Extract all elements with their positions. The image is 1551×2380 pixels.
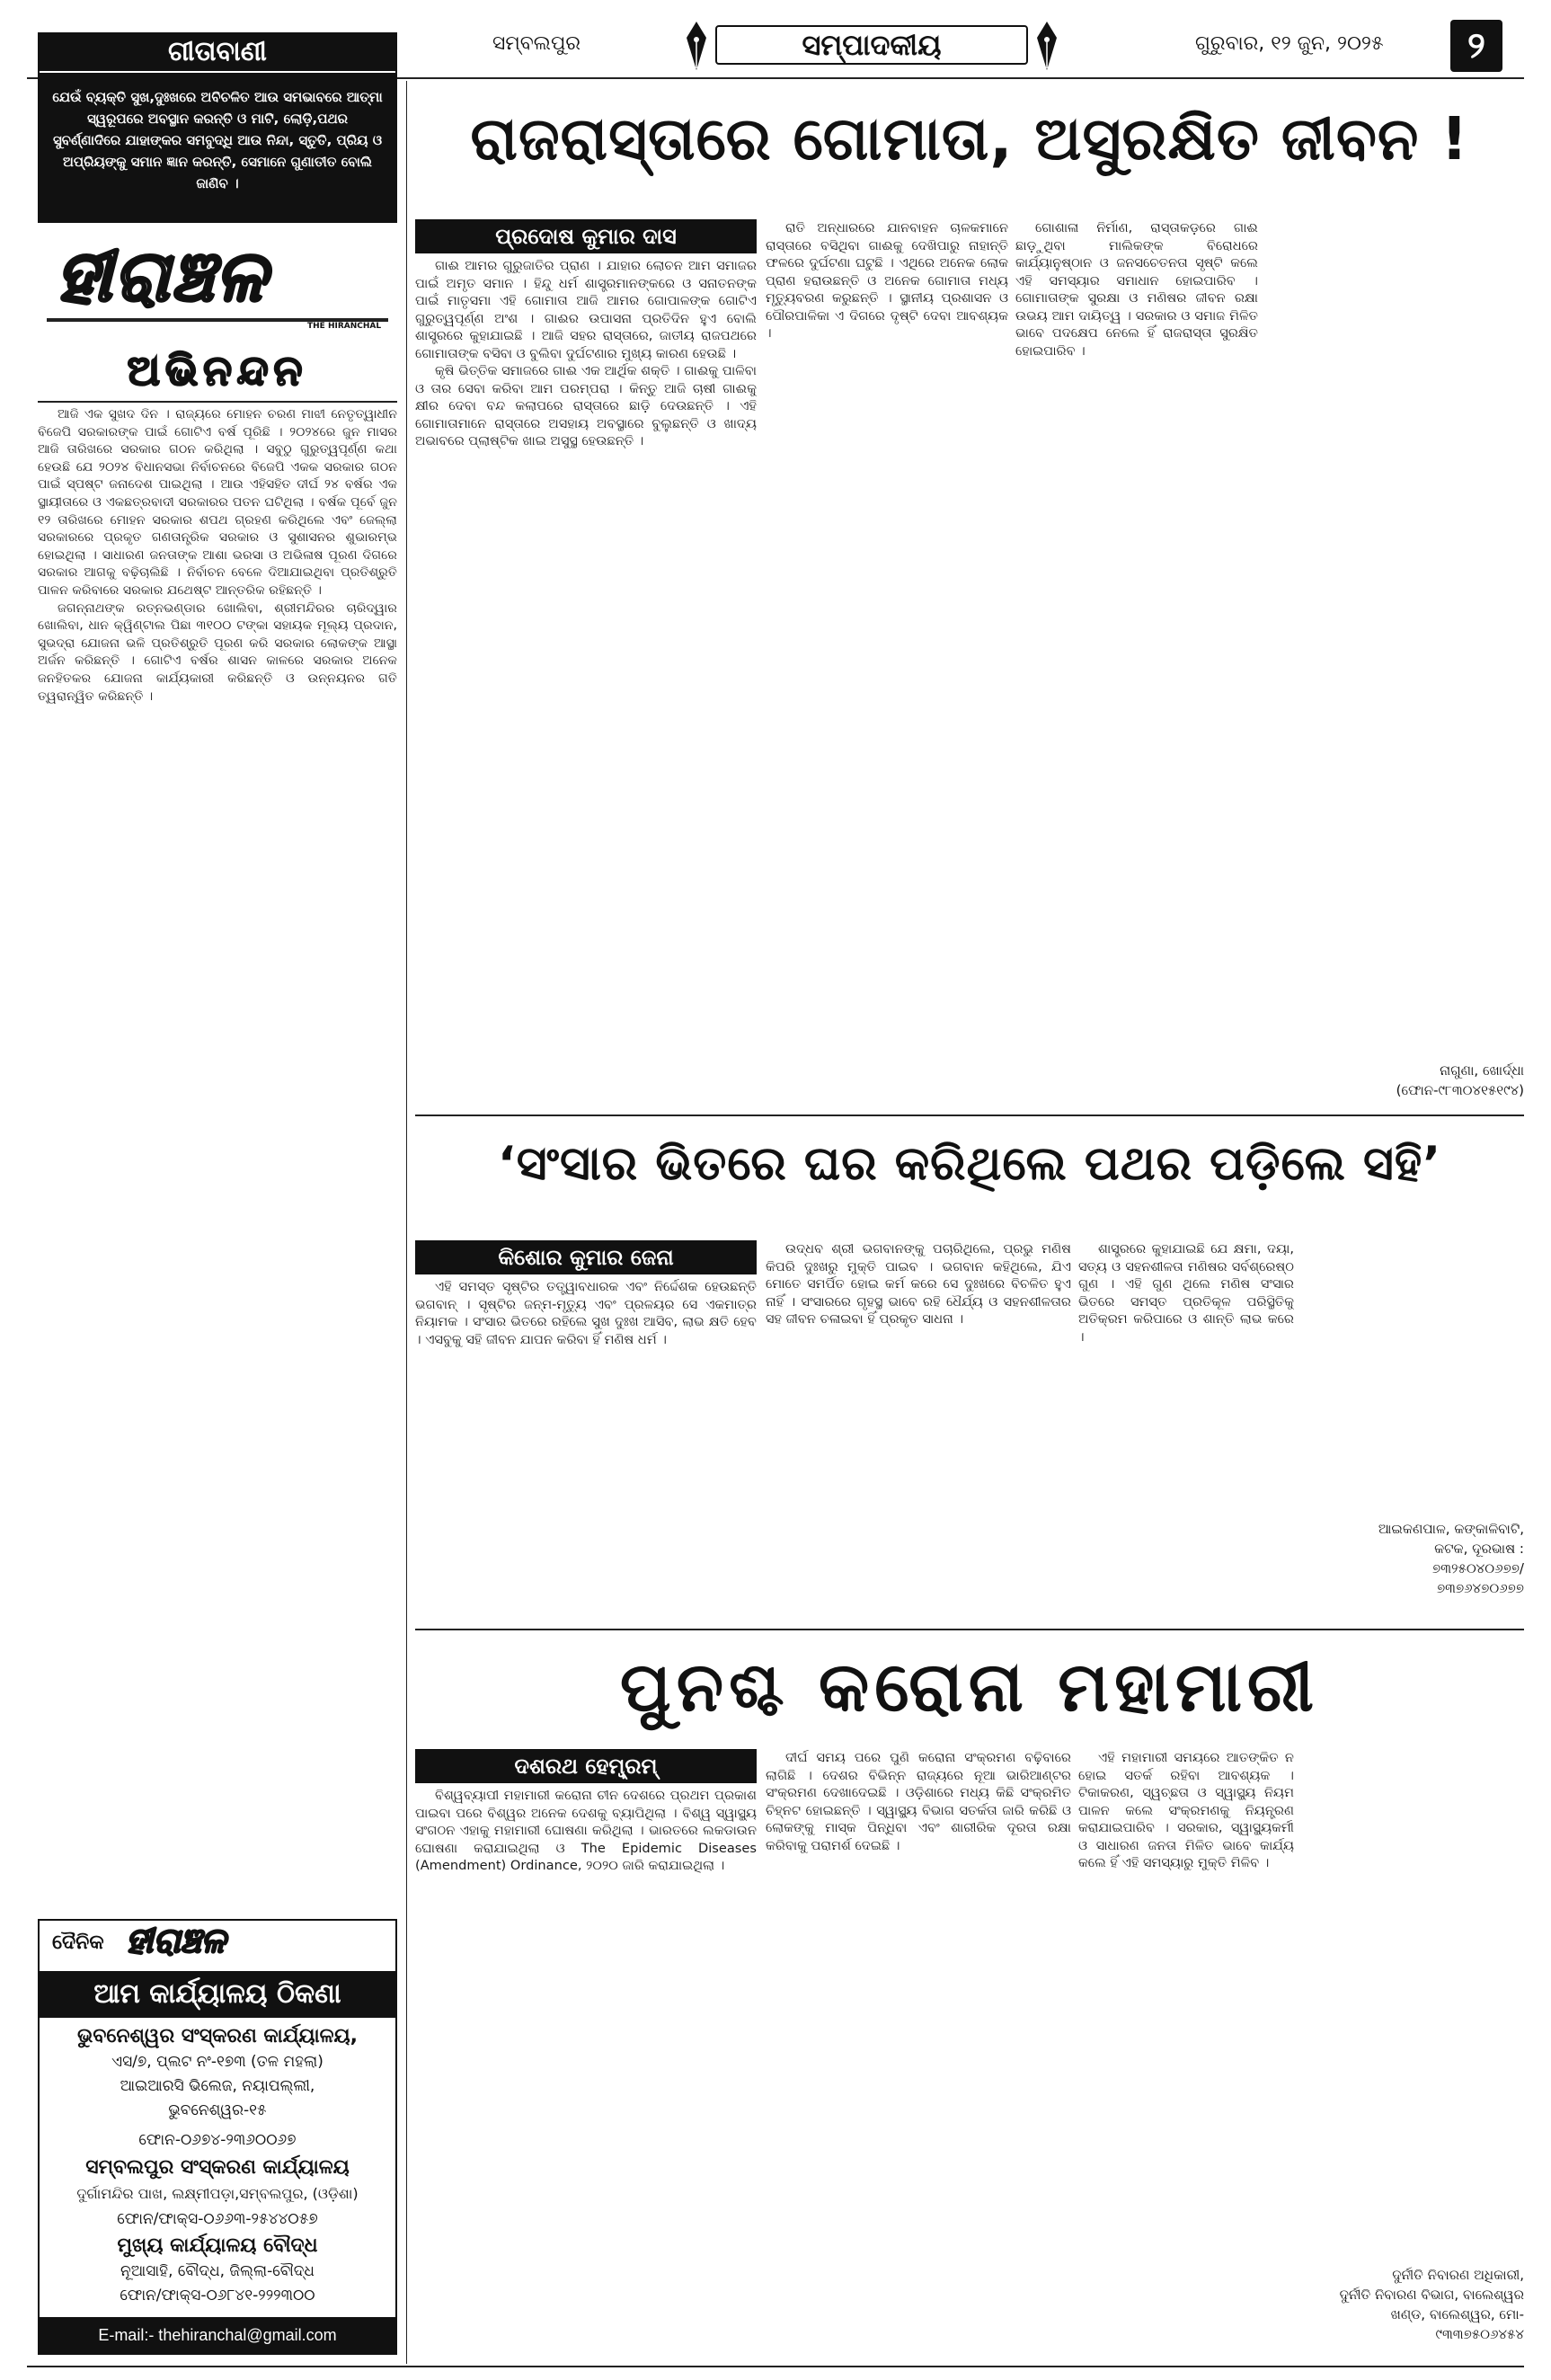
article2-byline: କିଶୋର କୁମାର ଜେନା xyxy=(415,1240,757,1274)
gitabani-text: ଯେଉଁ ବ୍ୟକ୍ତି ସୁଖ,ଦୁଃଖରେ ଅବିଚଳିତ ଆଉ ସମଭାବରେ ଆତ୍ମା ସ୍ୱରୂପରେ ଅବସ୍ଥାନ କରନ୍ତି ଓ ମାଟି, ଲୋଡ଼ି,ପଥର ସୁବର୍ଣ୍ଣାଦିରେ ଯାହାଙ୍କର ସମବୁଦ୍ଧି ଆଉ ନିନ୍ଦା, ସ୍ତୁତି, ପ୍ରିୟ ଓ ଅପ୍ରିୟଙ୍କୁ ସମାନ ଜ୍ଞାନ କରନ୍ତି, ସେମାନେ ଗୁଣାତୀତ ବୋଲି ଜାଣିବ । xyxy=(52,89,383,191)
office-bbsr-title: ଭୁବନେଶ୍ୱର ସଂସ୍କରଣ କାର୍ଯ୍ୟାଳୟ, xyxy=(77,2025,358,2047)
office-bbsr-addr3: ଭୁବନେଶ୍ୱର-୧୫ xyxy=(168,2101,267,2119)
article1-paragraph-1: ଗାଈ ଆମର ଗୁରୁଜାତିର ପ୍ରାଣ । ଯାହାର ଲୋଚନ ଆମ ସମାଜର ପାଇଁ ଅମୃତ ସମାନ । ହିନ୍ଦୁ ଧର୍ମ ଶାସ୍ତ୍ରମାନଙ୍କରେ ଓ ସନାତନଙ୍କ ପାଇଁ ମାତୃସମା ଏହି ଗୋମାତା ଆଜି ଆମର ଗୋପାଳଙ୍କ ଗୋଟିଏ ଗୁରୁତ୍ୱପୂର୍ଣ୍ଣ ଅଂଶ । ଗାଈର ଉପାସନା ପ୍ରତିଦିନ ହୁଏ ବୋଲି ଶାସ୍ତ୍ରରେ କୁହାଯାଇଛି । ଆଜି ସହର ରାସ୍ତାରେ, ଜାତୀୟ ରାଜପଥରେ ଗୋମାତାଙ୍କ ବସିବା ଓ ବୁଲିବା ଦୁର୍ଘଟଣାର ମୁଖ୍ୟ କାରଣ ହେଉଛି । xyxy=(415,258,757,361)
section-banner xyxy=(683,20,1060,72)
article1-column-2 xyxy=(766,219,1008,1106)
office-boudh-addr: ନୂଆସାହି, ବୌଦ୍ଧ, ଜିଲ୍ଲା-ବୌଦ୍ଧ xyxy=(120,2262,315,2280)
office-address-box xyxy=(38,1919,397,2355)
article3-signature-phone: ୯୩୩୭୫୦୬୪୫୪ xyxy=(1435,2326,1524,2342)
gitabani-box xyxy=(38,32,397,223)
header-date: ଗୁରୁବାର, ୧୨ ଜୁନ, ୨୦୨୫ xyxy=(1195,32,1384,55)
article1-paragraph-3: ରାତି ଅନ୍ଧାରରେ ଯାନବାହନ ଚାଳକମାନେ ରାସ୍ତାରେ ବସିଥିବା ଗାଈକୁ ଦେଖିପାରୁ ନାହାନ୍ତି ଫଳରେ ଦୁର୍ଘଟଣା ଘଟୁଛି । ଏଥିରେ ଅନେକ ଲୋକ ପ୍ରାଣ ହରାଉଛନ୍ତି ଓ ଅନେକ ଗୋମାତା ମଧ୍ୟ ମୃତ୍ୟୁବରଣ କରୁଛନ୍ତି । ସ୍ଥାନୀୟ ପ୍ରଶାସନ ଓ ପୌରପାଳିକା ଏ ଦିଗରେ ଦୃଷ୍ଟି ଦେବା ଆବଶ୍ୟକ । xyxy=(766,220,1008,342)
article2-signature-addr2: କଟକ, ଦୂରଭାଷ : xyxy=(1434,1541,1524,1557)
article2-signature-addr1: ଆଇକଣପାଳ, କଙ୍କାଳିବାଟି, xyxy=(1378,1521,1524,1537)
header-location: ସମ୍ବଲପୁର xyxy=(492,32,581,55)
masthead-logo-text: ହୀରାଞ୍ଚଳ xyxy=(56,236,268,317)
article1-signature-phone: (ଫୋନ-୯୮୩୦୪୧୫୧୯୪) xyxy=(1396,1082,1524,1098)
office-sbp-addr: ଦୁର୍ଗାମନ୍ଦିର ପାଖ, ଲକ୍ଷ୍ମୀପଡ଼ା,ସମ୍ବଲପୁର, (ଓଡ଼ିଶା) xyxy=(76,2185,359,2202)
article2-paragraph-1: ଏହି ସମସ୍ତ ସୃଷ୍ଟିର ତତ୍ତ୍ୱାବଧାରକ ଏବଂ ନିର୍ଦ୍ଦେଶକ ହେଉଛନ୍ତି ଭଗବାନ୍ । ସୃଷ୍ଟିର ଜନ୍ମ-ମୃତ୍ୟୁ ଏବଂ ପ୍ରଳୟର ସେ ଏକମାତ୍ର ନିୟାମକ । ସଂସାର ଭିତରେ ରହିଲେ ସୁଖ ଦୁଃଖ ଆସିବ, ଲାଭ କ୍ଷତି ହେବ । ଏସବୁକୁ ସହି ଜୀବନ ଯାପନ କରିବା ହିଁ ମଣିଷ ଧର୍ମ । xyxy=(415,1279,757,1347)
article3-signature-addr2: ଖଣ୍ଡ, ବାଲେଶ୍ୱର, ମୋ- xyxy=(1390,2306,1524,2322)
office-bbsr-phone: ଫୋନ-୦୬୭୪-୨୩୬୦୦୬୭ xyxy=(138,2131,297,2149)
section-title: ସମ୍ପାଦକୀୟ xyxy=(715,25,1028,65)
office-sbp-phone: ଫୋନ/ଫାକ୍ସ-୦୬୬୩-୨୫୪୪୦୫୭ xyxy=(117,2210,318,2228)
office-bbsr-addr1: ଏସ/୭, ପ୍ଲଟ ନଂ-୧୭୩ (ତଳ ମହଲା) xyxy=(111,2053,323,2071)
page-number: ୨ xyxy=(1450,20,1502,72)
article1-signature-name: ନାଗୁଣା, ଖୋର୍ଦ୍ଧା xyxy=(1440,1062,1524,1079)
office-logo xyxy=(40,1921,395,1973)
article2-column-1 xyxy=(415,1278,757,1629)
article2-column-3 xyxy=(1078,1240,1294,1629)
masthead-logo xyxy=(38,235,397,334)
abhinandan-text xyxy=(38,406,397,1907)
pen-nib-right-icon xyxy=(1033,20,1060,72)
article2-signature-phone1: ୭୩୨୫୦୪୦୬୭୭/ xyxy=(1432,1560,1524,1576)
office-boudh-phone: ଫୋନ/ଫାକ୍ସ-୦୬୮୪୧-୨୨୨୩୦୦ xyxy=(120,2287,315,2305)
article3-column-3 xyxy=(1078,1749,1294,2362)
article2-signature-phone2: ୭୩୭୬୪୭୦୬୭୭ xyxy=(1436,1580,1524,1596)
article1-column-3 xyxy=(1015,219,1258,1106)
office-email[interactable]: E-mail:- thehiranchal@gmail.com xyxy=(40,2317,395,2353)
article2-column-4 xyxy=(1303,1240,1524,1492)
masthead-logo-sub: THE HIRANCHAL xyxy=(307,322,382,331)
office-title: ଆମ କାର୍ଯ୍ୟାଳୟ ଠିକଣା xyxy=(40,1971,395,2018)
article3-signature-addr1: ଦୁର୍ନୀତି ନିବାରଣ ବିଭାଗ, ବାଲେଶ୍ୱର xyxy=(1339,2287,1524,2303)
article1-paragraph-2: କୃଷି ଭିତ୍ତିକ ସମାଜରେ ଗାଈ ଏକ ଆର୍ଥିକ ଶକ୍ତି । ଗାଈକୁ ପାଳିବା ଓ ତାର ସେବା କରିବା ଆମ ପରମ୍ପରା । କିନ୍ତୁ ଆଜି ଚାଷୀ ଗାଈକୁ କ୍ଷୀର ଦେବା ବନ୍ଦ କଲାପରେ ରାସ୍ତାରେ ଛାଡ଼ି ଦେଉଛନ୍ତି । ଏହି ଗୋମାତାମାନେ ରାସ୍ତାରେ ଅସହାୟ ଅବସ୍ଥାରେ ବୁଲୁଛନ୍ତି ଓ ଖାଦ୍ୟ ଅଭାବରେ ପ୍ଲାଷ୍ଟିକ ଖାଇ ଅସୁସ୍ଥ ହେଉଛନ୍ତି । xyxy=(415,363,757,449)
office-boudh-title: ମୁଖ୍ୟ କାର୍ଯ୍ୟାଳୟ ବୌଦ୍ଧ xyxy=(117,2234,318,2257)
article1-column-4 xyxy=(1267,219,1524,1064)
abhinandan-paragraph-1: ଆଜି ଏକ ସୁଖଦ ଦିନ । ରାଜ୍ୟରେ ମୋହନ ଚରଣ ମାଝୀ ନେତୃତ୍ୱାଧୀନ ବିଜେପି ସରକାରଙ୍କ ପାଇଁ ଗୋଟିଏ ବର୍ଷ ପୂରିଛି । ୨୦୨୪ରେ ଜୁନ ମାସର ଆଜି ତାରିଖରେ ସରକାର ଗଠନ କରିଥିଲା । ସବୁଠୁ ଗୁରୁତ୍ୱପୂର୍ଣ୍ଣ କଥା ହେଉଛି ଯେ ୨୦୨୪ ବିଧାନସଭା ନିର୍ବାଚନରେ ବିଜେପି ଏକକ ସରକାର ଗଠନ ପାଇଁ ସ୍ପଷ୍ଟ ଜନାଦେଶ ପାଇଥିଲା । ଆଉ ଏହିସହିତ ଦୀର୍ଘ ୨୪ ବର୍ଷର ଏକ ସ୍ଥାୟୀତାରେ ଓ ଏକଛତ୍ରବାଦୀ ସରକାରର ପତନ ଘଟିଥିଲା । ବର୍ଷକ ପୂର୍ବେ ଜୁନ ୧୨ ତାରିଖରେ ମୋହନ ସରକାର ଶପଥ ଗ୍ରହଣ କରିଥିଲେ ଏବଂ ଜେଲ୍ଲା ସରକାରରେ ପ୍ରକୃତ ଗଣତାନ୍ତ୍ରିକ ସରକାର ଓ ସୁଶାସନର ଶୁଭାରମ୍ଭ ହୋଇଥିଲା । ସାଧାରଣ ଜନତାଙ୍କ ଆଶା ଭରସା ଓ ଅଭିଳାଷ ପୂରଣ ଦିଗରେ ସରକାର ଆଗକୁ ବଢ଼ିଚାଲିଛି । ନିର୍ବାଚନ ବେଳେ ଦିଆଯାଇଥିବା ପ୍ରତିଶ୍ରୁତି ପାଳନ କରିବାରେ ସରକାର ଯଥେଷ୍ଟ ଆନ୍ତରିକ ରହିଛନ୍ତି । xyxy=(38,407,397,598)
abhinandan-title: ଅଭିନନ୍ଦନ xyxy=(127,346,308,395)
article2-paragraph-3: ଶାସ୍ତ୍ରରେ କୁହାଯାଇଛି ଯେ କ୍ଷମା, ଦୟା, ସତ୍ୟ ଓ ସହନଶୀଳତା ମଣିଷର ସର୍ବଶ୍ରେଷ୍ଠ ଗୁଣ । ଏହି ଗୁଣ ଥିଲେ ମଣିଷ ସଂସାର ଭିତରେ ସମସ୍ତ ପ୍ରତିକୂଳ ପରିସ୍ଥିତିକୁ ଅତିକ୍ରମ କରିପାରେ ଓ ଶାନ୍ତି ଲାଭ କରେ । xyxy=(1078,1241,1294,1345)
article2-column-2 xyxy=(766,1240,1071,1629)
article2-headline: ‘ସଂସାର ଭିତରେ ଘର କରିଥିଲେ ପଥର ପଡ଼ିଲେ ସହି’ xyxy=(498,1137,1441,1191)
article1-column-1 xyxy=(415,257,757,1106)
article1-paragraph-4: ଗୋଶାଳା ନିର୍ମାଣ, ରାସ୍ତାକଡ଼ରେ ଗାଈ ଛାଡ଼ୁଥିବା ମାଲିକଙ୍କ ବିରୋଧରେ କାର୍ଯ୍ୟାନୁଷ୍ଠାନ ଓ ଜନସଚେତନତା ସୃଷ୍ଟି କଲେ ଏହି ସମସ୍ୟାର ସମାଧାନ ହୋଇପାରିବ । ଗୋମାତାଙ୍କ ସୁରକ୍ଷା ଓ ମଣିଷର ଜୀବନ ରକ୍ଷା ଉଭୟ ଆମ ଦାୟିତ୍ୱ । ସରକାର ଓ ସମାଜ ମିଳିତ ଭାବେ ପଦକ୍ଷେପ ନେଲେ ହିଁ ରାଜରାସ୍ତା ସୁରକ୍ଷିତ ହୋଇପାରିବ । xyxy=(1015,220,1258,359)
article1-headline: ରାଜରାସ୍ତାରେ ଗୋମାତା, ଅସୁରକ୍ଷିତ ଜୀବନ ! xyxy=(470,104,1469,173)
article2-paragraph-2: ଉଦ୍ଧବ ଶ୍ରୀ ଭଗବାନଙ୍କୁ ପଚାରିଥିଲେ, ପ୍ରଭୁ ମଣିଷ କିପରି ଦୁଃଖରୁ ମୁକ୍ତି ପାଇବ । ଭଗବାନ କହିଥିଲେ, ଯିଏ ମୋତେ ସମର୍ପିତ ହୋଇ କର୍ମ କରେ ସେ ଦୁଃଖରେ ବିଚଳିତ ହୁଏ ନାହିଁ । ସଂସାରରେ ଗୃହସ୍ଥ ଭାବେ ରହି ଧୈର୍ଯ୍ୟ ଓ ସହନଶୀଳତାର ସହ ଜୀବନ ଚଳାଇବା ହିଁ ପ୍ରକୃତ ସାଧନା । xyxy=(766,1241,1071,1328)
article3-byline: ଦଶରଥ ହେମ୍ବ୍ରମ୍ xyxy=(415,1749,757,1783)
office-logo-prefix: ଦୈନିକ xyxy=(52,1932,104,1954)
article3-column-1 xyxy=(415,1787,757,2362)
article3-paragraph-1: ବିଶ୍ୱବ୍ୟାପୀ ମହାମାରୀ କରୋନା ଚୀନ ଦେଶରେ ପ୍ରଥମ ପ୍ରକାଶ ପାଇବା ପରେ ବିଶ୍ୱର ଅନେକ ଦେଶକୁ ବ୍ୟାପିଥିଲା । ବିଶ୍ୱ ସ୍ୱାସ୍ଥ୍ୟ ସଂଗଠନ ଏହାକୁ ମହାମାରୀ ଘୋଷଣା କରିଥିଲା । ଭାରତରେ ଲକଡାଉନ ଘୋଷଣା କରାଯାଇଥିଲା ଓ The Epidemic Diseases (Amendment) Ordinance, ୨୦୨୦ ଜାରି କରାଯାଇଥିଲା । xyxy=(415,1788,757,1874)
article3-paragraph-2: ଦୀର୍ଘ ସମୟ ପରେ ପୁଣି କରୋନା ସଂକ୍ରମଣ ବଢ଼ିବାରେ ଲାଗିଛି । ଦେଶର ବିଭିନ୍ନ ରାଜ୍ୟରେ ନୂଆ ଭାରିଆଣ୍ଟର ସଂକ୍ରମଣ ଦେଖାଦେଇଛି । ଓଡ଼ିଶାରେ ମଧ୍ୟ କିଛି ସଂକ୍ରମିତ ଚିହ୍ନଟ ହୋଇଛନ୍ତି । ସ୍ୱାସ୍ଥ୍ୟ ବିଭାଗ ସତର୍କତା ଜାରି କରିଛି ଓ ଲୋକଙ୍କୁ ମାସ୍କ ପିନ୍ଧିବା ଏବଂ ଶାରୀରିକ ଦୂରତା ରକ୍ଷା କରିବାକୁ ପରାମର୍ଶ ଦେଇଛି । xyxy=(766,1750,1071,1853)
office-bbsr xyxy=(40,2023,395,2308)
office-logo-text: ହୀରାଞ୍ଚଳ xyxy=(126,1921,226,1960)
article2-signature xyxy=(1303,1519,1524,1598)
article3-column-2 xyxy=(766,1749,1071,2362)
office-sbp-title: ସମ୍ବଲପୁର ସଂସ୍କରଣ କାର୍ଯ୍ୟାଳୟ xyxy=(85,2156,350,2179)
article1-signature xyxy=(1267,1061,1524,1100)
article3-column-4 xyxy=(1303,1749,1524,2252)
gitabani-title: ଗୀତାବାଣୀ xyxy=(40,36,395,73)
article1-byline: ପ୍ରଦୋଷ କୁମାର ଦାସ xyxy=(415,219,757,253)
article3-signature xyxy=(1276,2265,1524,2344)
pen-nib-left-icon xyxy=(683,20,710,72)
abhinandan-paragraph-2: ଜଗନ୍ନାଥଙ୍କ ରତ୍ନଭଣ୍ଡାର ଖୋଲିବା, ଶ୍ରୀମନ୍ଦିରର ଚାରିଦ୍ୱାର ଖୋଲିବା, ଧାନ କ୍ୱିଣ୍ଟାଲ ପିଛା ୩୧୦୦ ଟଙ୍କା ସହାୟକ ମୂଲ୍ୟ ପ୍ରଦାନ, ସୁଭଦ୍ରା ଯୋଜନା ଭଳି ପ୍ରତିଶ୍ରୁତି ପୂରଣ କରି ସରକାର ଲୋକଙ୍କ ଆସ୍ଥା ଅର୍ଜନ କରିଛନ୍ତି । ଗୋଟିଏ ବର୍ଷର ଶାସନ କାଳରେ ସରକାର ଅନେକ ଜନହିତକର ଯୋଜନା କାର୍ଯ୍ୟକାରୀ କରିଛନ୍ତି ଓ ଉନ୍ନୟନର ଗତି ତ୍ୱରାନ୍ୱିତ କରିଛନ୍ତି । xyxy=(38,600,397,704)
article3-signature-name: ଦୁର୍ନୀତି ନିବାରଣ ଅଧିକାରୀ, xyxy=(1392,2267,1524,2283)
article3-headline: ପୁନଶ୍ଚ କରୋନା ମହାମାରୀ xyxy=(619,1647,1320,1727)
office-bbsr-addr2: ଆଇଆରସି ଭିଲେଜ, ନୟାପଲ୍ଲୀ, xyxy=(120,2077,315,2095)
article3-paragraph-3: ଏହି ମହାମାରୀ ସମୟରେ ଆତଙ୍କିତ ନ ହୋଇ ସତର୍କ ରହିବା ଆବଶ୍ୟକ । ଟିକାକରଣ, ସ୍ୱଚ୍ଛତା ଓ ସ୍ୱାସ୍ଥ୍ୟ ନିୟମ ପାଳନ କଲେ ସଂକ୍ରମଣକୁ ନିୟନ୍ତ୍ରଣ କରାଯାଇପାରିବ । ସରକାର, ସ୍ୱାସ୍ଥ୍ୟକର୍ମୀ ଓ ସାଧାରଣ ଜନତା ମିଳିତ ଭାବେ କାର୍ଯ୍ୟ କଲେ ହିଁ ଏହି ସମସ୍ୟାରୁ ମୁକ୍ତି ମିଳିବ । xyxy=(1078,1750,1294,1871)
